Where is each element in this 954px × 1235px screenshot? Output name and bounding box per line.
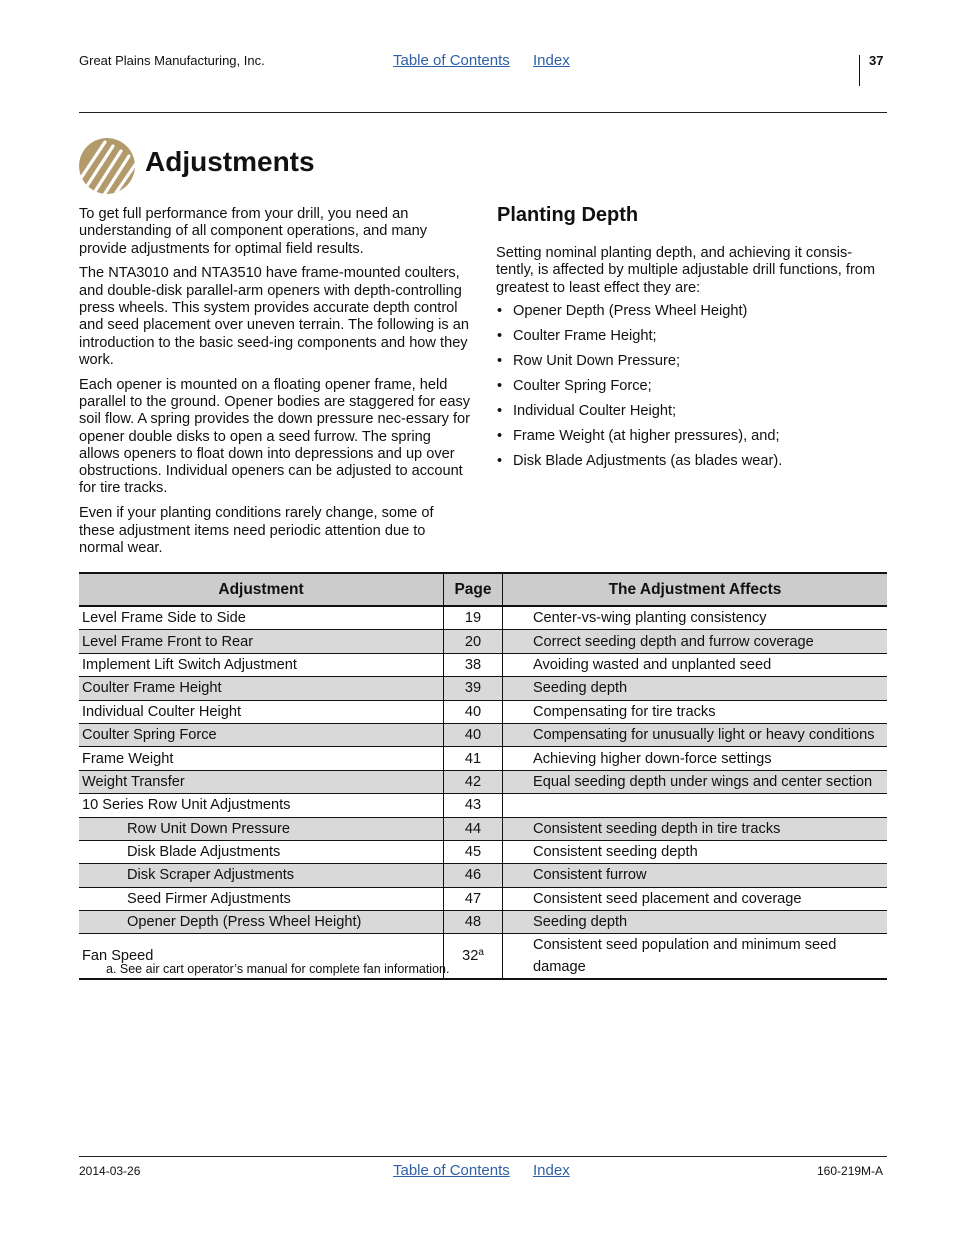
adjustment-cell: Disk Blade Adjustments [79,840,444,863]
page-cell: 39 [444,677,503,700]
affects-cell: Equal seeding depth under wings and center section [503,770,888,793]
adjustment-cell: Coulter Spring Force [79,723,444,746]
page-cell: 47 [444,887,503,910]
table-row [79,911,887,934]
affects-cell: Center-vs-wing planting consistency [503,606,888,630]
page-cell: 40 [444,723,503,746]
list-item: • Disk Blade Adjustments (as blades wear). [496,453,888,478]
company-name: Great Plains Manufacturing, Inc. [79,53,265,68]
footer-doc-number: 160-219M-A [817,1164,884,1178]
great-plains-logo-icon [79,138,135,194]
intro-paragraph: To get full performance from your drill, you need an understanding of all component operations, and many provide adjustments for optimal field results. [79,206,428,257]
adjustments-table [79,572,887,980]
affects-cell: Consistent seeding depth in tire tracks [503,817,888,840]
table-row [79,817,887,840]
page-cell: 41 [444,747,503,770]
intro-paragraph: Each opener is mounted on a floating opener frame, held parallel to the ground. Opener bodies are staggered for easy soil flow. A spring provides the down pressure nec-essary for opener double disks to open a seed furrow. The spring allows openers to float down into depressions and up over obstructions. Individual openers can be adjusted to account for tire tracks. [79,376,471,497]
table-row [79,864,887,887]
intro-paragraph: The NTA3010 and NTA3510 have frame-mounted coulters, and double-disk parallel-arm openers with depth-controlling press wheels. This system provides accurate depth control and seed placement over uneven terrain. The following is an introduction to the basic seed-ing components and how they work. [79,265,469,368]
adjustment-cell: Row Unit Down Pressure [79,817,444,840]
list-item: • Frame Weight (at higher pressures), and; [496,428,888,453]
adjustment-cell: Level Frame Side to Side [79,606,444,630]
table-row [79,653,887,676]
affects-cell: Avoiding wasted and unplanted seed [503,653,888,676]
page-cell: 44 [444,817,503,840]
footer-rule [79,1156,887,1157]
affects-cell: Consistent seed population and minimum seed damage [503,934,888,980]
table-row [79,770,887,793]
page-cell: 38 [444,653,503,676]
adjustment-cell: Fan Speed [79,934,444,980]
page-cell: 20 [444,630,503,653]
page-cell: 46 [444,864,503,887]
footer-date: 2014-03-26 [79,1164,141,1178]
affects-cell: Seeding depth [503,677,888,700]
page-title: Adjustments [145,146,315,177]
list-item: • Coulter Frame Height; [496,328,888,353]
affects-cell: Consistent seeding depth [503,840,888,863]
table-row [79,887,887,910]
affects-cell: Correct seeding depth and furrow coverage [503,630,888,653]
list-item: • Individual Coulter Height; [496,403,888,428]
planting-depth-intro: Setting nominal planting depth, and achieving it consis-tently, is affected by multiple adjustable drill functions, from greatest to least effect they are: [496,245,876,296]
table-row [79,677,887,700]
adjustment-cell: Seed Firmer Adjustments [79,887,444,910]
column-header-adjustment: Adjustment [79,573,444,606]
page-cell: 42 [444,770,503,793]
affects-cell: Seeding depth [503,911,888,934]
header-divider [859,55,860,86]
table-header-row [79,573,887,606]
list-item: • Row Unit Down Pressure; [496,353,888,378]
table-row [79,723,887,746]
page-cell: 48 [444,911,503,934]
table-row [79,700,887,723]
header-toc-link[interactable]: Table of Contents [393,52,510,69]
table-footnote: a. See air cart operator’s manual for complete fan information. [106,962,450,976]
table-row [79,794,887,817]
page-cell: 45 [444,840,503,863]
page-number: 37 [869,53,884,68]
adjustment-cell: Frame Weight [79,747,444,770]
adjustment-cell: Weight Transfer [79,770,444,793]
affects-cell: Consistent furrow [503,864,888,887]
adjustment-cell: Implement Lift Switch Adjustment [79,653,444,676]
table-row [79,840,887,863]
footnote-marker: a [478,947,484,959]
affects-cell: Consistent seed placement and coverage [503,887,888,910]
footer-toc-link[interactable]: Table of Contents [393,1162,510,1179]
list-item: • Coulter Spring Force; [496,378,888,403]
adjustment-cell: Disk Scraper Adjustments [79,864,444,887]
affects-cell [503,794,888,817]
page-cell: 43 [444,794,503,817]
header-rule [79,112,887,113]
adjustment-cell: Level Frame Front to Rear [79,630,444,653]
planting-depth-section [496,245,888,478]
intro-paragraph: Even if your planting conditions rarely change, some of these adjustment items need periodic attention due to normal wear. [79,505,434,556]
adjustment-cell: Individual Coulter Height [79,700,444,723]
adjustment-cell: Opener Depth (Press Wheel Height) [79,911,444,934]
affects-cell: Compensating for unusually light or heavy conditions [503,723,888,746]
planting-depth-heading: Planting Depth [497,204,639,226]
table-row [79,747,887,770]
table-row [79,606,887,630]
table-row [79,630,887,653]
column-header-affects: The Adjustment Affects [503,573,888,606]
footer-index-link[interactable]: Index [533,1162,570,1179]
intro-text [79,206,471,565]
planting-depth-list [496,303,888,478]
affects-cell: Compensating for tire tracks [503,700,888,723]
adjustment-cell: 10 Series Row Unit Adjustments [79,794,444,817]
page-value: 32 [462,948,479,965]
page-cell: 19 [444,606,503,630]
list-item: • Opener Depth (Press Wheel Height) [496,303,888,328]
header-index-link[interactable]: Index [533,52,570,69]
affects-cell: Achieving higher down-force settings [503,747,888,770]
page-cell [444,934,503,980]
page-cell: 40 [444,700,503,723]
adjustment-cell: Coulter Frame Height [79,677,444,700]
column-header-page: Page [444,573,503,606]
